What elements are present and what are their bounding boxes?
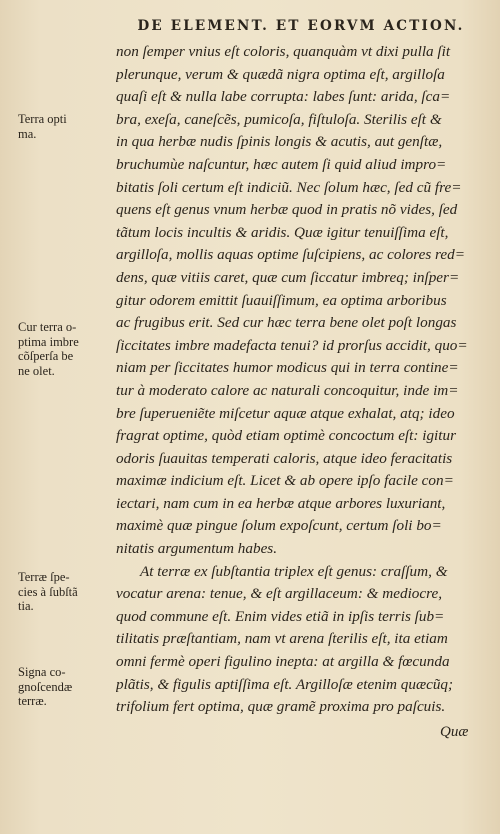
text-line: quaſi eſt & nulla labe corrupta: labes ſunt: arida, ſca=	[116, 88, 451, 106]
margin-note-line: Signa co-	[18, 665, 66, 679]
text-line: bruchumùe naſcuntur, hæc autem ſi quid aliud impro=	[116, 155, 447, 173]
margin-note-line: Terra opti	[18, 112, 67, 126]
text-line: vocatur arena: tenue, & eſt argillaceum: & mediocre,	[116, 585, 443, 603]
margin-note-signa	[18, 665, 72, 709]
text-line: non ſemper vnius eſt coloris, quanquàm vt dixi pulla ſit	[116, 43, 451, 60]
text-line: in qua herbæ nudis ſpinis longis & acutis, aut genſtæ,	[116, 133, 443, 151]
text-line: trifolium fert optima, quæ gramẽ proxima pro paſcuis.	[116, 698, 446, 716]
text-line: bitatis ſoli certum eſt indiciũ. Nec ſolum hæc, ſed cũ fre=	[116, 178, 462, 196]
margin-note-line: ptima imbre	[18, 334, 79, 349]
text-line: bre ſuperueniẽte miſcetur aquæ atque exhalat, atq; ideo	[116, 404, 455, 422]
text-line: odoris ſuauitas temperati caloris, atque ideo feracitatis	[116, 449, 453, 467]
margin-note-line: terræ.	[18, 694, 47, 708]
margin-note-line: cõſperſa be	[18, 349, 74, 363]
text-line: maximè quæ pingue ſolum expoſcunt, certum ſoli bo=	[116, 517, 442, 535]
text-line: tilitatis præſtantiam, nam vt arena ſterilis eſt, ita etiam	[116, 630, 448, 648]
text-line: omni fermè operi figulino inepta: at argilla & fœcunda	[116, 653, 450, 671]
margin-note-line: gnoſcendæ	[18, 679, 73, 694]
text-line: dens, quæ vitiis caret, quæ cum ſiccatur imbreq; inſper=	[116, 268, 460, 286]
margin-note-line: Cur terra o-	[18, 320, 77, 334]
margin-note-line: ne olet.	[18, 363, 55, 378]
body-text	[116, 41, 484, 719]
margin-note-cur-terra	[18, 320, 79, 378]
margin-note-line: ma.	[18, 126, 37, 141]
margin-note-line: tia.	[18, 599, 34, 613]
text-line: iectari, nam cum in ea herbæ atque arbores luxuriant,	[116, 494, 446, 512]
text-line: ac frugibus erit. Sed cur hæc terra bene olet poſt longas	[116, 314, 457, 332]
text-line: gitur odorem emittit ſuauiſſimum, ea optima arboribus	[116, 291, 447, 309]
running-header: DE ELEMENT. ET EORVM ACTION.	[137, 18, 465, 34]
margin-note-line: cies à ſubſtã	[18, 584, 78, 599]
text-line: plãtis, & figulis aptiſſima eſt. Argilloſæ etenim quæcũq;	[116, 675, 454, 693]
margin-note-terra-optima	[18, 112, 67, 141]
text-line: quod commune eſt. Enim vides etiã in ipſis terris ſub=	[116, 607, 445, 625]
text-line: At terræ ex ſubſtantia triplex eſt genus: craſſum, &	[140, 562, 448, 580]
text-line: quens eſt genus vnum herbæ quod in pratis nõ vides, ſed	[116, 201, 458, 219]
margin-note-line: Terræ ſpe-	[18, 570, 70, 584]
text-line: maximæ indicium eſt. Licet & ab opere ipſo facile con=	[116, 472, 454, 490]
text-line: plerunque, verum & quædã nigra optima eſt, argilloſa	[116, 65, 445, 83]
catchword: Quæ	[440, 724, 469, 740]
text-line: fragrat optime, quòd etiam optimè concoctum eſt: igitur	[116, 427, 456, 445]
margin-note-terrae-species	[18, 570, 78, 614]
text-line: niam per ſiccitates humor modicus qui in terra contine=	[116, 359, 459, 377]
text-line: tãtum locis incultis & aridis. Quæ igitur tenuiſſima eſt,	[116, 223, 449, 241]
text-line: nitatis argumentum habes.	[116, 540, 278, 558]
text-line: ſiccitates imbre madefacta tenui? id prorſus accidit, quo=	[116, 336, 468, 354]
text-line: tur à moderato calore ac naturali concoquitur, inde im=	[116, 381, 459, 399]
text-line: argilloſa, mollis aquas optime ſuſcipiens, ac colores red=	[116, 246, 465, 264]
text-line: bra, exeſa, caneſcẽs, pumicoſa, fiſtuloſa. Sterilis eſt &	[116, 110, 442, 128]
